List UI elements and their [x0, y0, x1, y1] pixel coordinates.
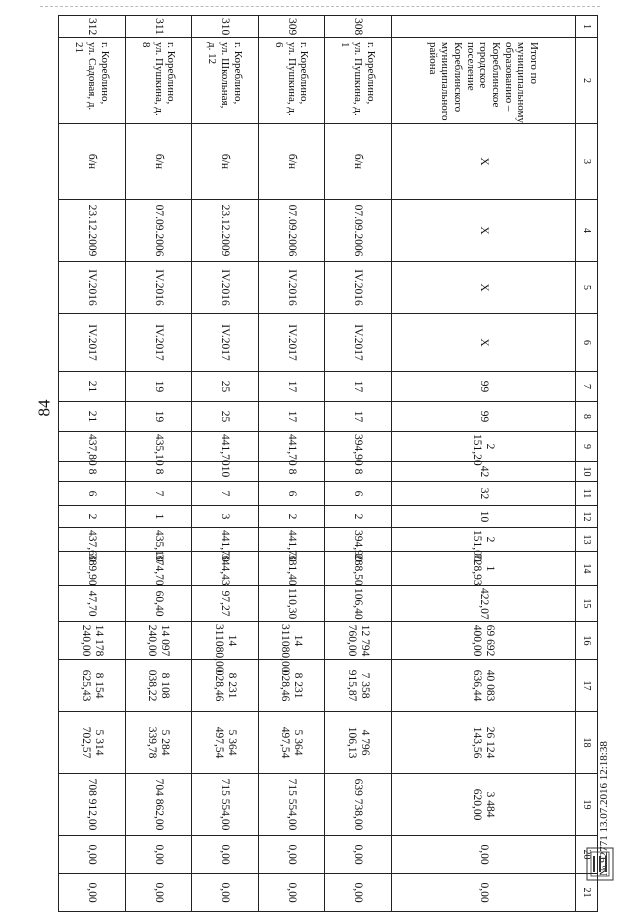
table-cell: 21 — [59, 402, 126, 432]
table-cell: X — [391, 262, 575, 314]
col-number: 20 — [575, 836, 597, 874]
table-cell: 7 — [192, 482, 259, 506]
table-cell: 0,00 — [125, 874, 192, 912]
table-cell: 639 738,00 — [325, 774, 392, 836]
col-number: 14 — [575, 552, 597, 586]
table-cell: 8 154 625,43 — [59, 660, 126, 712]
table-cell: 2 — [258, 506, 325, 528]
col-number: 16 — [575, 622, 597, 660]
scan-top-rule — [40, 6, 600, 7]
table-cell: 5 364 497,54 — [258, 712, 325, 774]
table-cell: 40 083 636,44 — [391, 660, 575, 712]
table-cell: 0,00 — [258, 836, 325, 874]
table-cell: 14 311080,00 — [192, 622, 259, 660]
table-cell: 8 — [125, 462, 192, 482]
table-cell: 60,40 — [125, 586, 192, 622]
table-cell: 17 — [325, 402, 392, 432]
registration-stamp-text: № 92771 13.07.2016 12:18:38 — [598, 741, 610, 876]
table-cell: 4 796 106,13 — [325, 712, 392, 774]
table-cell: 10 — [391, 506, 575, 528]
table-cell: б/н — [192, 124, 259, 200]
table-cell: 6 — [258, 482, 325, 506]
table-cell: 374,70 — [125, 552, 192, 586]
table-cell: 21 — [59, 372, 126, 402]
table-cell: 2 151,20 — [391, 432, 575, 462]
table-cell: IV.2016 — [125, 262, 192, 314]
table-cell: 3 — [192, 506, 259, 528]
table-cell: 308 — [325, 16, 392, 38]
table-cell: 422,07 — [391, 586, 575, 622]
table-cell: 17 — [258, 402, 325, 432]
table-cell: 23.12.2009 — [192, 200, 259, 262]
table-cell: б/н — [325, 124, 392, 200]
table-cell: Итого по муниципальному образованию – Кореблинское городское поселение Кореблинского муниципального района — [391, 38, 575, 124]
table-cell: IV.2016 — [325, 262, 392, 314]
table-cell: 99 — [391, 402, 575, 432]
col-number: 10 — [575, 462, 597, 482]
table-cell: 389,90 — [59, 552, 126, 586]
table-cell: 0,00 — [192, 874, 259, 912]
table-cell: X — [391, 124, 575, 200]
table-cell: 344,43 — [192, 552, 259, 586]
table-cell: 0,00 — [325, 836, 392, 874]
table-cell: 25 — [192, 402, 259, 432]
table-cell: 441,70 — [258, 528, 325, 552]
table-cell: X — [391, 200, 575, 262]
table-cell: 715 554,00 — [258, 774, 325, 836]
table-cell: 8 108 038,22 — [125, 660, 192, 712]
table-cell: 437,80 — [59, 432, 126, 462]
col-number: 3 — [575, 124, 597, 200]
table-cell: г. Кореблино, ул. Школьная, д. 12 — [192, 38, 259, 124]
table-row — [258, 16, 325, 912]
table-cell: 07.09.2006 — [325, 200, 392, 262]
table-cell: 10 — [192, 462, 259, 482]
seal-icon — [585, 846, 615, 882]
table-cell: 0,00 — [391, 836, 575, 874]
table-cell: 312 — [59, 16, 126, 38]
table-cell: IV.2016 — [59, 262, 126, 314]
table-cell: 99 — [391, 372, 575, 402]
page-number: 84 — [34, 399, 54, 417]
table-cell: 3 484 620,00 — [391, 774, 575, 836]
table-row — [125, 16, 192, 912]
col-number: 9 — [575, 432, 597, 462]
col-number: 18 — [575, 712, 597, 774]
table-cell: 0,00 — [391, 874, 575, 912]
table-cell: 8 — [325, 462, 392, 482]
table-cell: 19 — [125, 372, 192, 402]
table-cell: IV.2016 — [258, 262, 325, 314]
table-cell: 1 — [125, 506, 192, 528]
table-cell: 0,00 — [325, 874, 392, 912]
table-cell: 42 — [391, 462, 575, 482]
table-cell: б/н — [258, 124, 325, 200]
col-number: 5 — [575, 262, 597, 314]
table-cell: 441,70 — [258, 432, 325, 462]
table-cell: 14 097 240,00 — [125, 622, 192, 660]
col-number: 2 — [575, 38, 597, 124]
col-number: 13 — [575, 528, 597, 552]
table-cell: 8 231 028,46 — [192, 660, 259, 712]
table-cell: 435,10 — [125, 528, 192, 552]
table-cell: 17 — [258, 372, 325, 402]
table-cell: 309 — [258, 16, 325, 38]
housing-table — [58, 15, 598, 912]
table-cell: 07.09.2006 — [258, 200, 325, 262]
table-cell: 7 — [125, 482, 192, 506]
table-cell: 0,00 — [125, 836, 192, 874]
table-cell: 5 364 497,54 — [192, 712, 259, 774]
table-row — [192, 16, 259, 912]
table-cell: 435,10 — [125, 432, 192, 462]
table-cell: 106,40 — [325, 586, 392, 622]
table-cell: 5 314 702,57 — [59, 712, 126, 774]
table-cell: 8 — [258, 462, 325, 482]
table-cell: 394,90 — [325, 528, 392, 552]
col-number: 17 — [575, 660, 597, 712]
table-cell: 14 178 240,00 — [59, 622, 126, 660]
table-cell: IV.2017 — [192, 314, 259, 372]
table-cell: IV.2017 — [125, 314, 192, 372]
table-cell: 19 — [125, 402, 192, 432]
table-cell: 2 — [325, 506, 392, 528]
table-cell: 8 — [59, 462, 126, 482]
table-cell: 6 — [59, 482, 126, 506]
table-cell: IV.2017 — [325, 314, 392, 372]
table-cell: 23.12.2009 — [59, 200, 126, 262]
table-cell: 708 912,00 — [59, 774, 126, 836]
table-cell: 25 — [192, 372, 259, 402]
table-cell: г. Кореблино, ул. Пушкина, д. 8 — [125, 38, 192, 124]
col-number: 7 — [575, 372, 597, 402]
table-cell: 2 151,00 — [391, 528, 575, 552]
table-cell: 311 — [125, 16, 192, 38]
table-cell: 0,00 — [258, 874, 325, 912]
table-cell — [391, 16, 575, 38]
table-cell: 8 231 028,46 — [258, 660, 325, 712]
table-cell: 288,50 — [325, 552, 392, 586]
col-number: 4 — [575, 200, 597, 262]
table-cell: 2 — [59, 506, 126, 528]
table-cell: 331,40 — [258, 552, 325, 586]
table-cell: 7 358 915,87 — [325, 660, 392, 712]
table-cell: г. Кореблино, ул. Садовая, д. 21 — [59, 38, 126, 124]
table-cell: б/н — [125, 124, 192, 200]
table-cell: 441,70 — [192, 432, 259, 462]
col-number: 12 — [575, 506, 597, 528]
table-cell: 110,30 — [258, 586, 325, 622]
table-cell: 394,90 — [325, 432, 392, 462]
table-cell: 26 124 143,56 — [391, 712, 575, 774]
table-cell: 715 554,00 — [192, 774, 259, 836]
total-row — [391, 16, 575, 912]
table-cell: 0,00 — [59, 836, 126, 874]
table-cell: 5 284 339,78 — [125, 712, 192, 774]
table-cell: 14 311080,00 — [258, 622, 325, 660]
table-cell: г. Кореблино, ул. Пушкина, д. 1 — [325, 38, 392, 124]
table-cell: б/н — [59, 124, 126, 200]
table-row — [325, 16, 392, 912]
col-number: 11 — [575, 482, 597, 506]
table-cell: 6 — [325, 482, 392, 506]
col-number: 8 — [575, 402, 597, 432]
table-cell: 1 728,93 — [391, 552, 575, 586]
table-cell: 437,60 — [59, 528, 126, 552]
table-cell: 32 — [391, 482, 575, 506]
table-cell: IV.2017 — [258, 314, 325, 372]
table-cell: 0,00 — [192, 836, 259, 874]
table-cell: 310 — [192, 16, 259, 38]
col-number: 6 — [575, 314, 597, 372]
table-cell: 441,70 — [192, 528, 259, 552]
table-cell: 17 — [325, 372, 392, 402]
table-cell: 97,27 — [192, 586, 259, 622]
col-number: 1 — [575, 16, 597, 38]
table-cell: 47,70 — [59, 586, 126, 622]
table-cell: г. Кореблино, ул. Пушкина, д. 6 — [258, 38, 325, 124]
table-cell: 07.09.2006 — [125, 200, 192, 262]
table-cell: IV.2017 — [59, 314, 126, 372]
table-cell: 12 794 760,00 — [325, 622, 392, 660]
table-cell: 704 862,00 — [125, 774, 192, 836]
table-cell: X — [391, 314, 575, 372]
table-cell: 0,00 — [59, 874, 126, 912]
col-number: 19 — [575, 774, 597, 836]
table-row — [59, 16, 126, 912]
table-cell: IV.2016 — [192, 262, 259, 314]
col-number: 21 — [575, 874, 597, 912]
table-cell: 69 692 400,00 — [391, 622, 575, 660]
col-number: 15 — [575, 586, 597, 622]
